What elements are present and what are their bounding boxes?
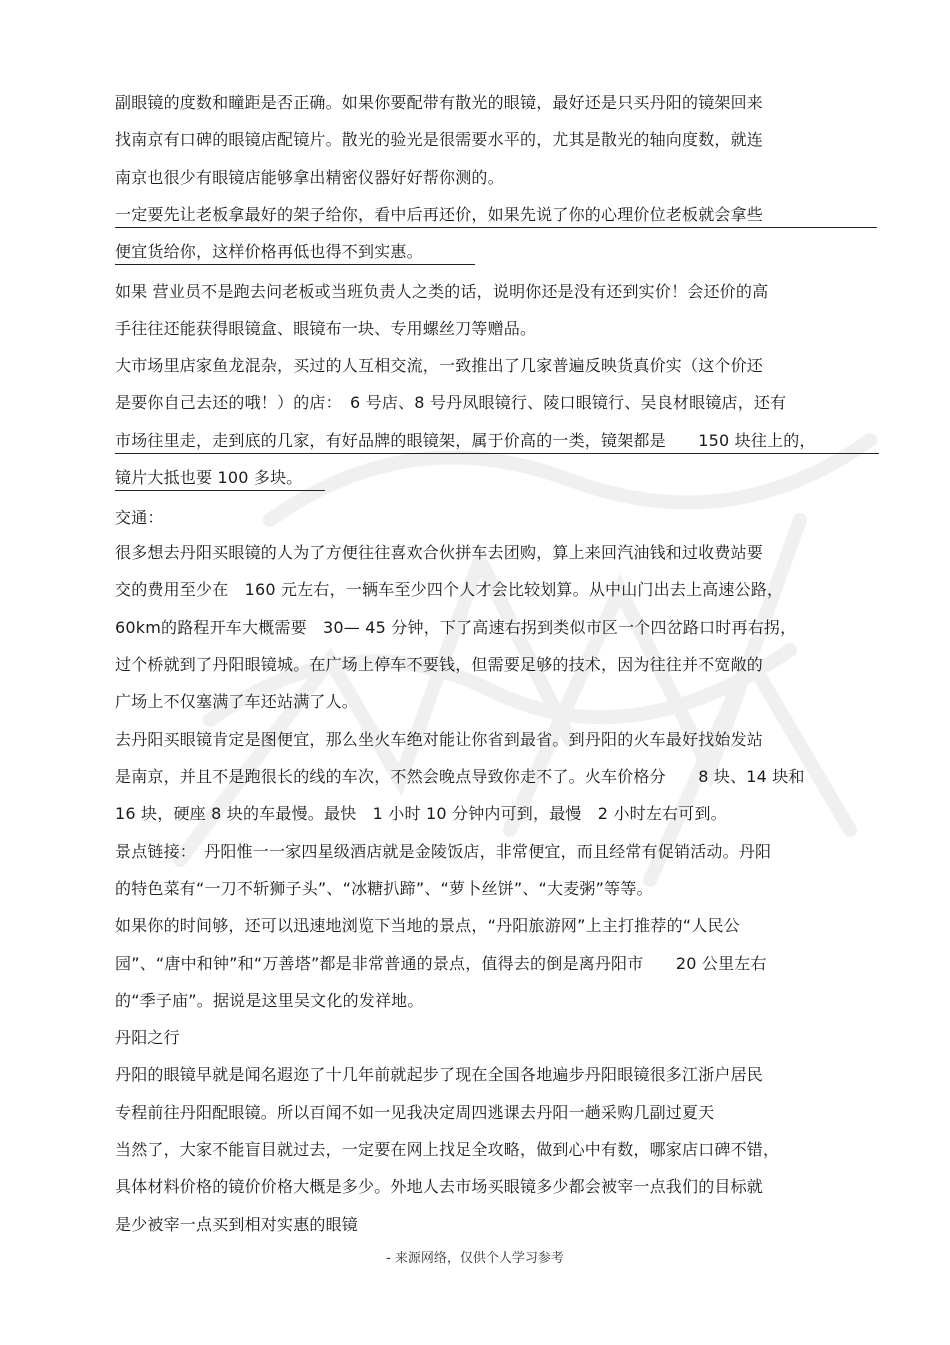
line-8: 是要你自己去还的哦！）的店： 6 号店、8 号丹凤眼镜行、陵口眼镜行、吴良材眼镜店，还有 bbox=[115, 393, 787, 412]
line-20: 景点链接： 丹阳惟一一家四星级酒店就是金陵饭店，非常便宜，而且经常有促销活动。丹阳 bbox=[115, 842, 772, 861]
line-16: 广场上不仅塞满了车还站满了人。 bbox=[115, 692, 359, 711]
line-10: 镜片大抵也要 100 多块。 bbox=[115, 467, 325, 491]
line-9: 市场往里走，走到底的几家，有好品牌的眼镜架，属于价高的一类，镜架都是 150 块往上的， bbox=[115, 430, 879, 454]
line-29: 具体材料价格的镜价价格大概是多少。外地人去市场买眼镜多少都会被宰一点我们的目标就 bbox=[115, 1177, 764, 1196]
line-24: 的“季子庙”。据说是这里吴文化的发祥地。 bbox=[115, 991, 424, 1010]
line-17: 去丹阳买眼镜肯定是图便宜，那么坐火车绝对能让你省到最省。到丹阳的火车最好找始发站 bbox=[115, 730, 764, 749]
line-3: 一定要先让老板拿最好的架子给你，看中后再还价，如果先说了你的心理价位老板就会拿些 bbox=[115, 204, 877, 228]
line-21: 的特色菜有“一刀不斩狮子头”、“冰糖扒蹄”、“萝卜丝饼”、“大麦粥”等等。 bbox=[115, 879, 653, 898]
line-1: 找南京有口碑的眼镜店配镜片。散光的验光是很需要水平的，尤其是散光的轴向度数，就连 bbox=[115, 130, 764, 149]
line-7: 大市场里店家鱼龙混杂，买过的人互相交流，一致推出了几家普遍反映货真价实（这个价还 bbox=[115, 356, 764, 375]
line-27: 专程前往丹阳配眼镜。所以百闻不如一见我决定周四逃课去丹阳一趟采购几副过夏天 bbox=[115, 1103, 715, 1122]
line-22: 如果你的时间够，还可以迅速地浏览下当地的景点，“丹阳旅游网”上主打推荐的“人民公 bbox=[115, 916, 740, 935]
line-0: 副眼镜的度数和瞳距是否正确。如果你要配带有散光的眼镜，最好还是只买丹阳的镜架回来 bbox=[115, 93, 764, 112]
section-heading-transport: 交通： bbox=[115, 508, 164, 527]
line-12: 很多想去丹阳买眼镜的人为了方便往往喜欢合伙拼车去团购，算上来回汽油钱和过收费站要 bbox=[115, 543, 764, 562]
line-19: 16 块，硬座 8 块的车最慢。最快 1 小时 10 分钟内可到，最慢 2 小时左右可到。 bbox=[115, 804, 727, 823]
line-6: 手往往还能获得眼镜盒、眼镜布一块、专用螺丝刀等赠品。 bbox=[115, 319, 537, 338]
line-23: 园”、“唐中和钟”和“万善塔”都是非常普通的景点，值得去的倒是离丹阳市 20 公里左右 bbox=[115, 954, 767, 973]
line-26: 丹阳的眼镜早就是闻名遐迩了十几年前就起步了现在全国各地遍步丹阳眼镜很多江浙户居民 bbox=[115, 1065, 764, 1084]
line-18: 是南京，并且不是跑很长的线的车次，不然会晚点导致你走不了。火车价格分 8 块、14 块和 bbox=[115, 767, 805, 786]
line-4: 便宜货给你，这样价格再低也得不到实惠。 bbox=[115, 241, 475, 265]
line-30: 是少被宰一点买到相对实惠的眼镜 bbox=[115, 1215, 359, 1234]
line-28: 当然了，大家不能盲目就过去，一定要在网上找足全攻略，做到心中有数，哪家店口碑不错， bbox=[115, 1140, 780, 1159]
page-footer: - 来源网络，仅供个人学习参考 bbox=[386, 1251, 564, 1266]
line-5: 如果 营业员不是跑去问老板或当班负责人之类的话，说明你还是没有还到实价！会还价的高 bbox=[115, 282, 769, 301]
line-2: 南京也很少有眼镜店能够拿出精密仪器好好帮你测的。 bbox=[115, 168, 504, 187]
section-heading-danyang-trip: 丹阳之行 bbox=[115, 1028, 180, 1047]
line-13: 交的费用至少在 160 元左右，一辆车至少四个人才会比较划算。从中山门出去上高速公路， bbox=[115, 580, 784, 599]
line-15: 过个桥就到了丹阳眼镜城。在广场上停车不要钱，但需要足够的技术，因为往往并不宽敞的 bbox=[115, 655, 764, 674]
line-14: 60km的路程开车大概需要 30— 45 分钟，下了高速右拐到类似市区一个四岔路口时再右拐， bbox=[115, 618, 797, 637]
